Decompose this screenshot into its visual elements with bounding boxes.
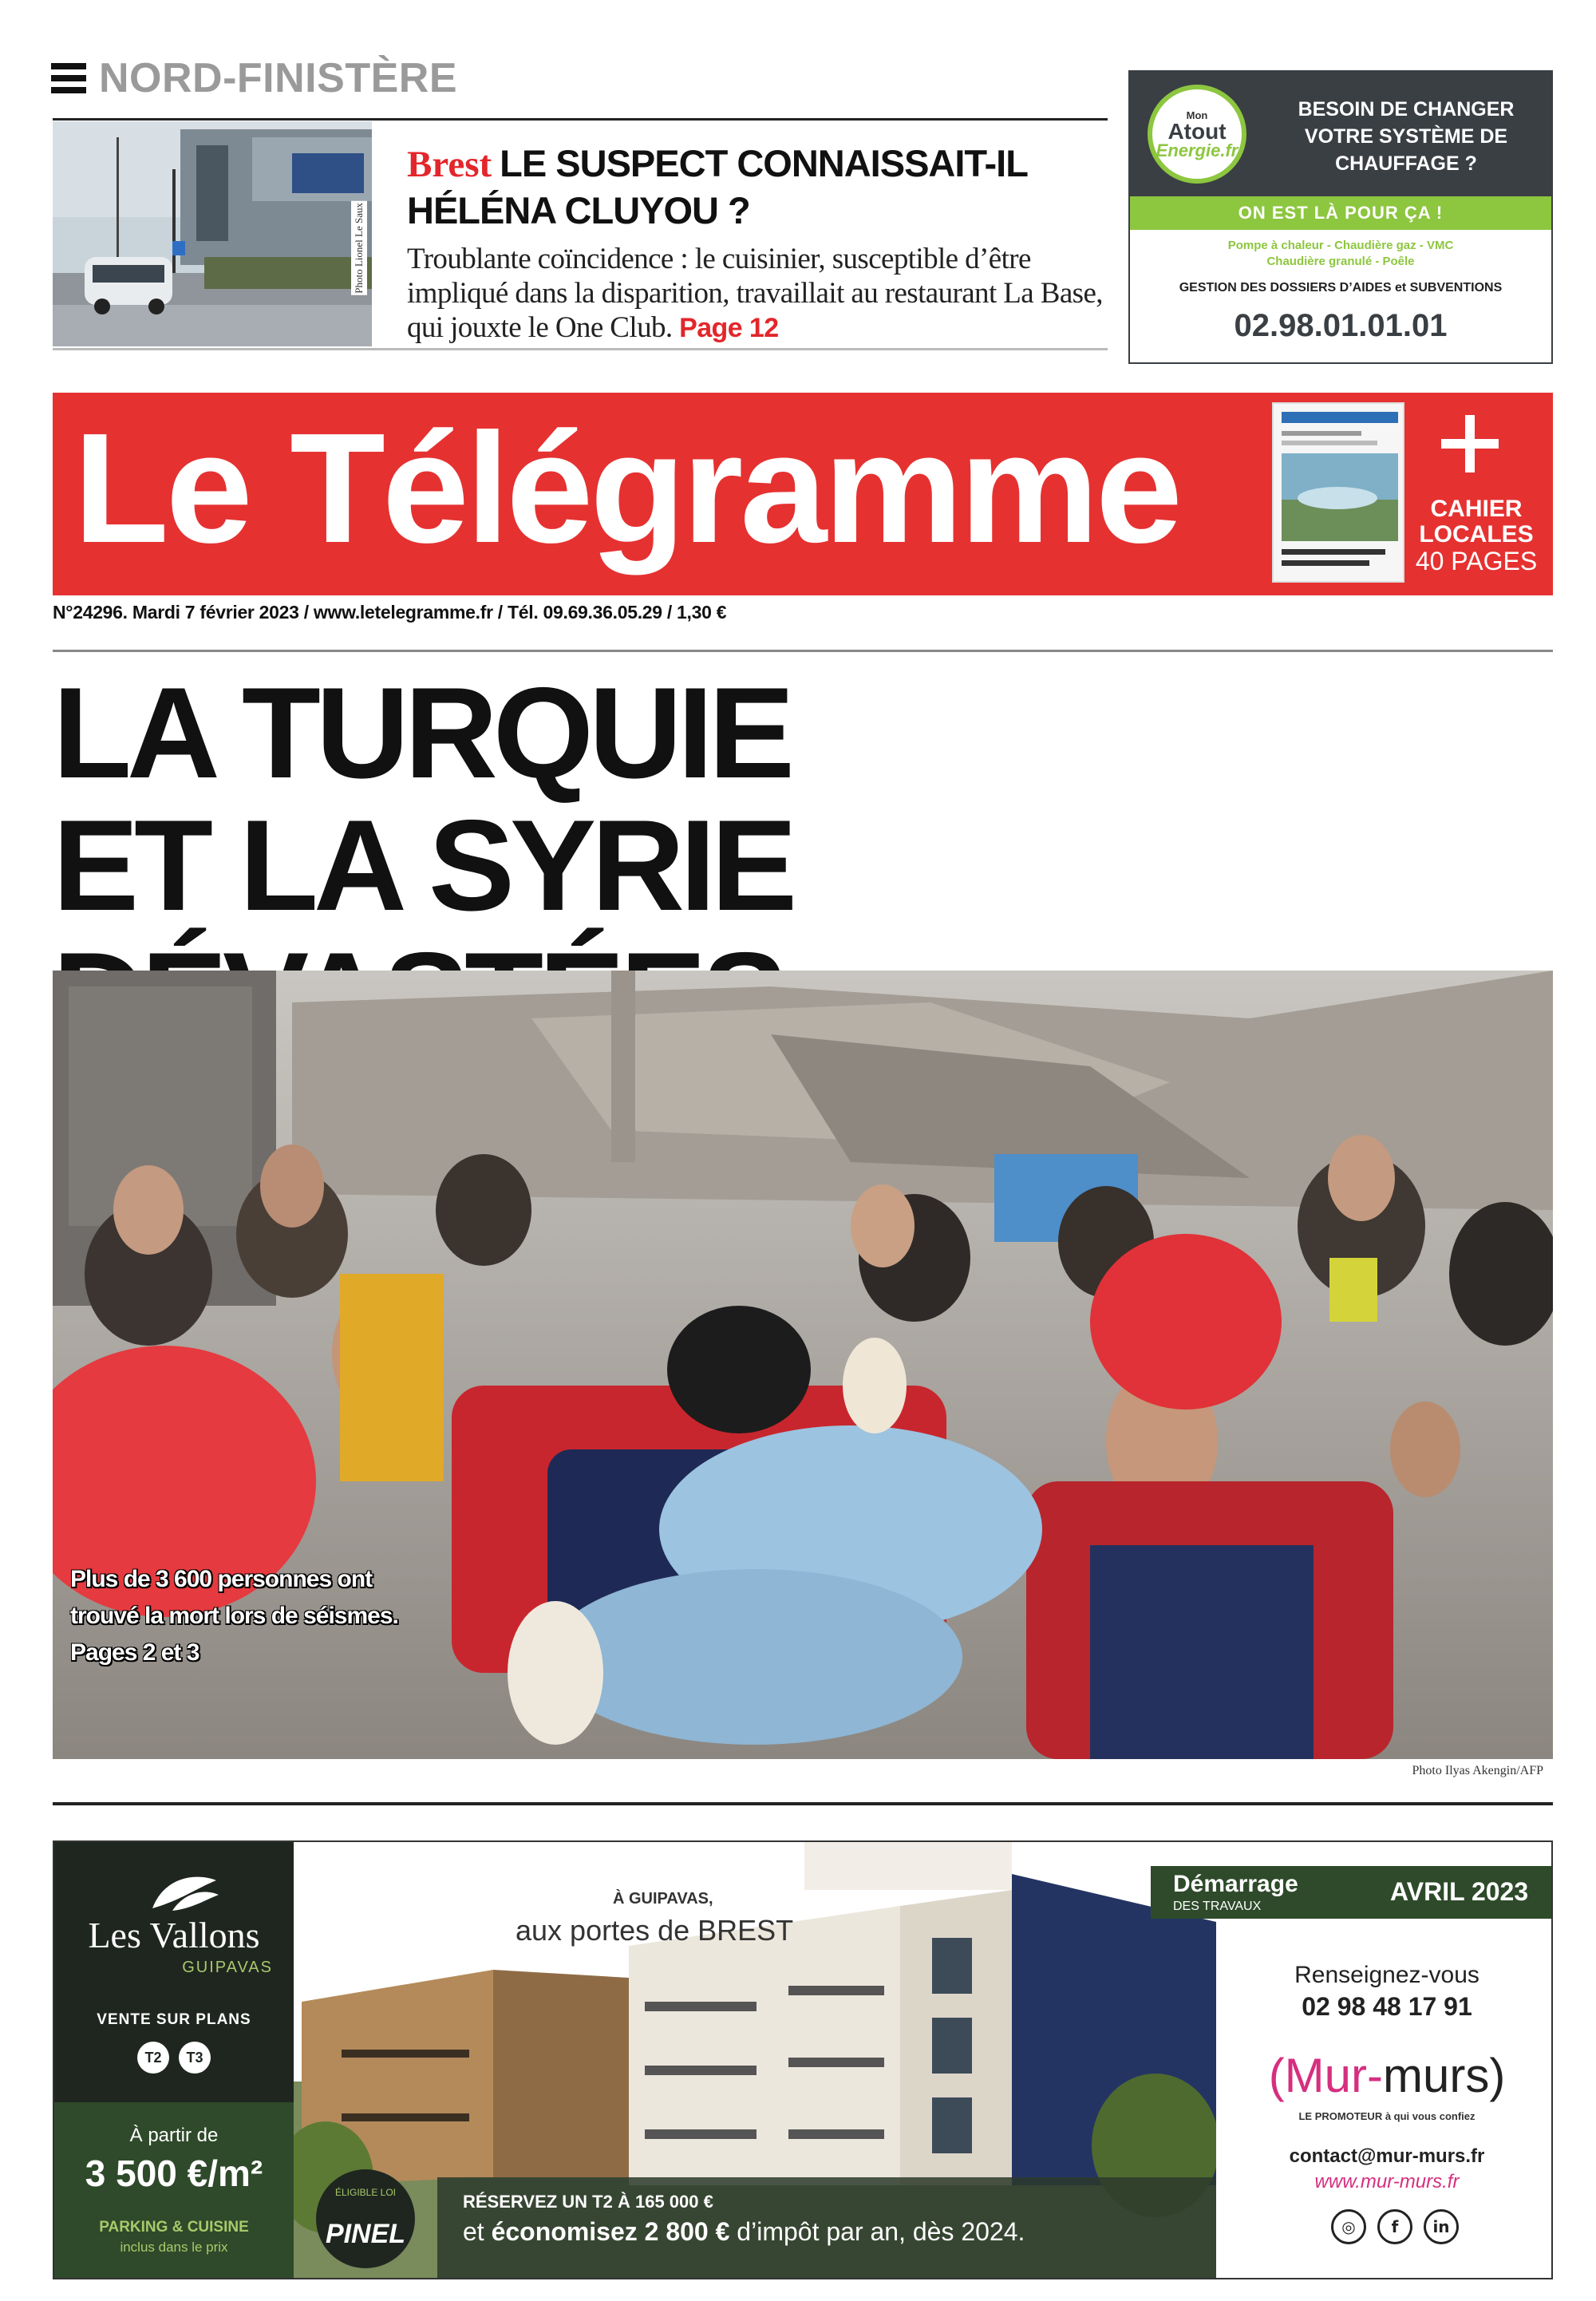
headline-line: LA TURQUIE [53,661,790,805]
supplement-cover-image [1274,404,1404,583]
price-note: inclus dans le prix [120,2240,228,2255]
teaser-photo[interactable] [53,121,372,346]
edition-header [51,54,457,102]
building-render-image [294,1842,1216,2278]
divider [53,1802,1553,1805]
photo-credit: Photo Lionel Le Saux [351,201,367,295]
save-prefix: et [463,2217,484,2246]
mur-murs-logo [1243,2048,1531,2103]
teaser-body-text: Troublante coïncidence : le cuisinier, susceptible d’être impliqué dans la disparition, travaillait au restaurant La Base, qui jouxte le One Club. [407,243,1103,344]
divider [53,650,1553,652]
edition-label: NORD-FINISTÈRE [99,55,457,101]
type-badge: T2 [137,2042,169,2074]
start-label: Démarrage [1173,1871,1298,1897]
price-box [54,2102,294,2278]
save-bold: économisez 2 800 € [491,2217,730,2246]
facebook-icon[interactable]: f [1377,2209,1412,2244]
building-render [294,1842,1216,2278]
teaser-title: LE SUSPECT CONNAISSAIT-IL HÉLÉNA CLUYOU ? [407,142,1028,231]
teaser-body [407,242,1109,346]
start-date: AVRIL 2023 [1390,1877,1529,1906]
logo-left: (Mur- [1268,2049,1383,2102]
instagram-icon[interactable]: ◎ [1331,2209,1366,2244]
pinel-small: ÉLIGIBLE LOI [334,2187,397,2198]
supplement-line: CAHIER [1430,496,1523,522]
type-badge: T3 [179,2042,211,2074]
mon-atout-energie-logo [1148,85,1246,184]
pinel-label: PINEL [325,2219,406,2249]
teaser-headline[interactable] [407,140,1109,234]
promoter-tag: LE PROMOTEUR à qui vous confiez [1298,2110,1476,2122]
location-large: aux portes de BREST [516,1914,794,1947]
ad-phone[interactable]: 02.98.01.01.01 [1234,308,1448,343]
info-phone[interactable]: 02 98 48 17 91 [1302,1992,1472,2021]
teaser-article[interactable] [407,140,1109,346]
offer-text: RÉSERVEZ UN T2 À 165 000 € [463,2192,713,2212]
street-scene-image [53,121,372,346]
ad-banner: ON EST LÀ POUR ÇA ! [1130,196,1551,230]
headline-line: ET LA SYRIE [53,793,793,938]
services-line: Pompe à chaleur - Chaudière gaz - VMC [1227,239,1454,252]
supplement-pages: 40 PAGES [1415,547,1538,575]
price-from: À partir de [129,2125,219,2146]
info-label: Renseignez-vous [1294,1962,1479,1988]
contact-email[interactable]: contact@mur-murs.fr [1289,2145,1485,2167]
photo-caption[interactable]: Plus de 3 600 personnes ont trouvé la mort lors de séismes. Pages 2 et 3 [70,1566,398,1666]
divider [53,348,1108,350]
real-estate-ad[interactable] [53,1840,1553,2279]
newspaper-title[interactable]: Le Télégramme [73,401,1179,575]
brand-city: GUIPAVAS [182,1959,273,1976]
savings-text [463,2217,1025,2247]
supplement-thumbnail[interactable] [1272,402,1404,583]
plus-icon [1441,415,1499,472]
masthead [53,393,1553,595]
photo-credit: Photo Ilyas Akengin/AFP [1412,1764,1543,1777]
vallons-panel [54,1842,294,2278]
location-small: À GUIPAVAS, [613,1890,713,1908]
ad-grants: GESTION DES DOSSIERS D’AIDES et SUBVENTIONS [1179,281,1503,295]
logo-line: Energie.fr [1156,140,1238,160]
pinel-badge [316,2169,415,2268]
linkedin-icon[interactable]: in [1424,2209,1459,2244]
issue-info: N°24296. Mardi 7 février 2023 / www.letelegramme.fr / Tél. 09.69.36.05.29 / 1,30 € [53,602,727,623]
logo-line: Mon [1186,109,1208,121]
price-note: PARKING & CUISINE [99,2219,249,2236]
ad-headline: BESOIN DE CHANGER VOTRE SYSTÈME DE CHAUFFAGE ? [1298,98,1515,175]
save-suffix: d’impôt par an, dès 2024. [737,2217,1025,2246]
teaser-city: Brest [407,144,492,185]
apartment-types [54,2042,294,2074]
heating-ad[interactable] [1128,70,1553,364]
menu-icon[interactable] [51,63,86,93]
divider [53,118,1108,121]
brand-name: Les Vallons [88,1915,260,1955]
ad-services [1130,238,1551,270]
leaf-icon [148,1872,220,1912]
supplement-label[interactable] [1409,496,1543,575]
sale-label: VENTE SUR PLANS [97,2011,251,2028]
start-banner [1151,1866,1553,1919]
teaser-page-link[interactable]: Page 12 [679,313,779,343]
start-sub: DES TRAVAUX [1173,1900,1262,1913]
supplement-line: LOCALES [1419,521,1534,548]
main-photo[interactable] [53,971,1553,1759]
logo-line: Atout [1167,118,1227,144]
social-links [1331,2209,1459,2244]
logo-right: murs) [1382,2049,1506,2102]
services-line: Chaudière granulé - Poêle [1266,255,1415,268]
info-block [1227,1962,1547,2022]
website-link[interactable]: www.mur-murs.fr [1314,2171,1460,2192]
price-value: 3 500 €/m² [85,2153,263,2194]
